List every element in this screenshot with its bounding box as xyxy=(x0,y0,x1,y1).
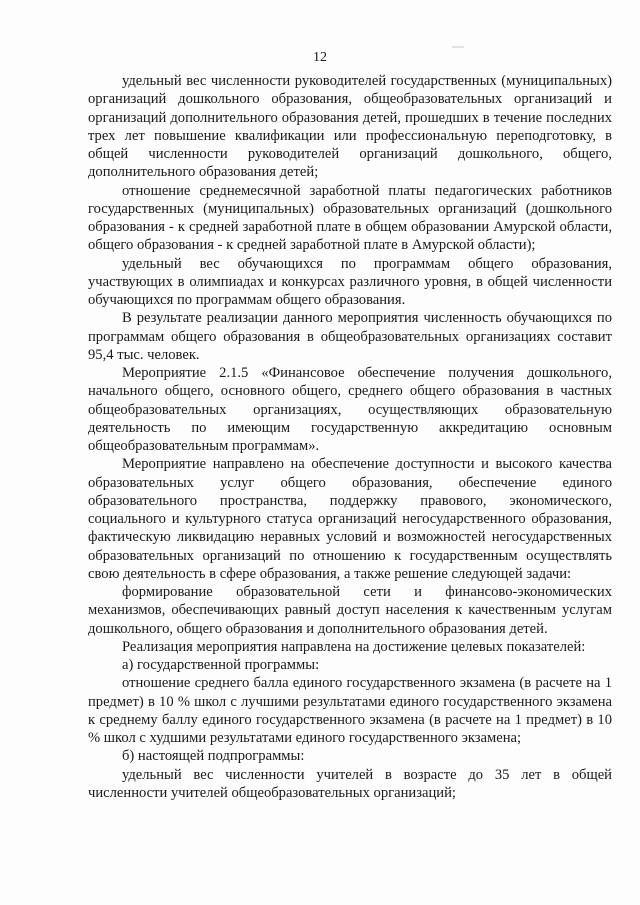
page-number: 12 xyxy=(313,50,327,65)
paragraph-targets-intro: Реализация мероприятия направлена на достижение целевых показателей: xyxy=(122,638,586,655)
paragraph-measure-purpose: Мероприятие направлено на обеспечение доступности и высокого качества образовательных услуг общего образования, обеспечение единого образовательного пространства, поддержку правового, экономического, социального и культурного статуса организаций негосударственного образования, фактическую ликвидацию неравных условий и возможностей негосударственных образовательных организаций по отношению к государственным осуществлять свою деятельность в сфере образования, а также решение следующей задачи: xyxy=(88,456,612,582)
paragraph-indicator-managers: удельный вес численности руководителей государственных (муниципальных) организаций дошкольного образования, общеобразовательных организаций и организаций дополнительного образования детей, прошедших в течение последних трех лет повышение квалификации или профессиональную переподготовку, в общей численности руководителей организаций дошкольного, общего, дополнительного образования детей; xyxy=(88,73,612,181)
paragraph-task: формирование образовательной сети и финансово-экономических механизмов, обеспечивающих равный доступ населения к качественным услугам дошкольного, общего образования и дополнительного образования детей. xyxy=(88,584,612,637)
paragraph-indicator-olympiads: удельный вес обучающихся по программам общего образования, участвующих в олимпиадах и конкурсах различного уровня, в общей численности обучающихся по программам общего образования. xyxy=(88,255,612,308)
paragraph-subprogram: б) настоящей подпрограммы: xyxy=(122,748,305,765)
paragraph-measure-title: Мероприятие 2.1.5 «Финансовое обеспечение получения дошкольного, начального общего, основного общего, среднего общего образования в частных общеобразовательных организациях, осуществляющих образовательную деятельность по имеющим государственную аккредитацию основным общеобразовательным программам». xyxy=(88,365,612,454)
paragraph-indicator-salary: отношение среднемесячной заработной платы педагогических работников государственных (муниципальных) образовательных организаций (дошкольного образования - к средней заработной плате в общем образовании Амурской области, общего образования - к средней заработной плате в Амурской области); xyxy=(88,182,612,254)
document-body xyxy=(88,72,612,802)
paragraph-result: В результате реализации данного мероприятия численность обучающихся по программам общего образования в общеобразовательных организациях составит 95,4 тыс. человек. xyxy=(88,310,612,363)
paragraph-indicator-young-teachers: удельный вес численности учителей в возрасте до 35 лет в общей численности учителей общеобразовательных организаций; xyxy=(88,766,612,801)
paragraph-indicator-exam: отношение среднего балла единого государственного экзамена (в расчете на 1 предмет) в 10 % школ с лучшими результатами единого государственного экзамена к среднему баллу единого государственного экзамена (в расчете на 1 предмет) в 10 % школ с худшими результатами единого государственного экзамена; xyxy=(88,675,612,746)
paragraph-state-program: а) государственной программы: xyxy=(122,657,320,673)
scan-artifact xyxy=(452,46,464,48)
